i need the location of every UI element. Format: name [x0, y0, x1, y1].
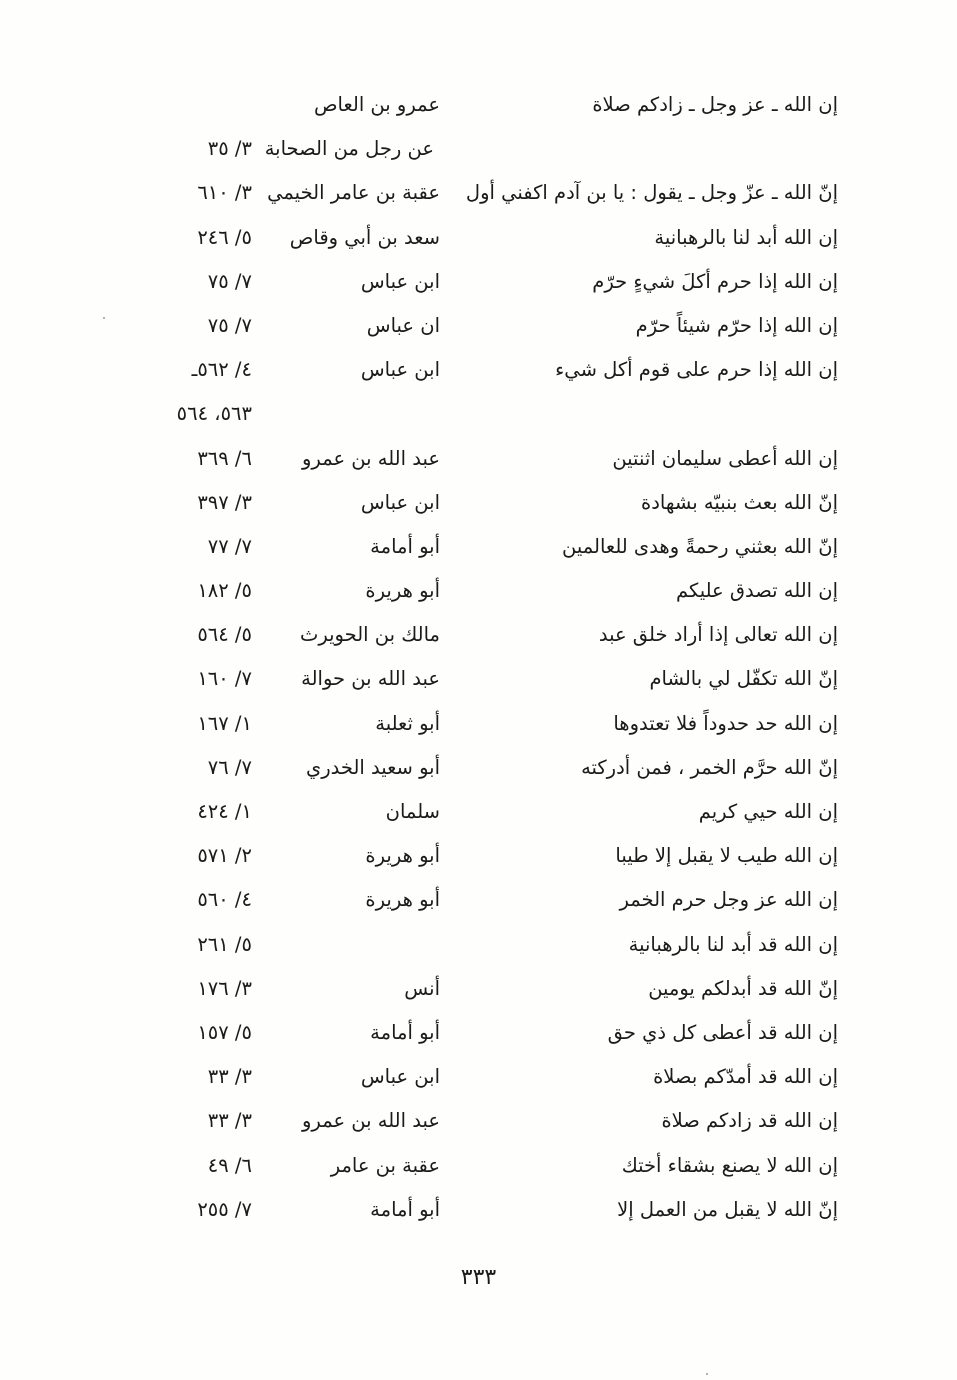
- reference: ٣/ ٣٣: [207, 1065, 252, 1089]
- hadith-text: إن الله أعطى سليمان اثنتين: [612, 446, 838, 470]
- reference: ٧/ ٧٥: [207, 313, 252, 337]
- index-entry: [0, 260, 957, 304]
- reference: ٥/ ١٥٧: [197, 1020, 252, 1044]
- narrator: أبو هريرة: [365, 579, 440, 603]
- index-entry: [0, 967, 957, 1011]
- page-number: ٣٣٣: [460, 1265, 497, 1290]
- reference: ٥٦٣، ٥٦٤: [176, 402, 252, 426]
- narrator: أبو هريرة: [365, 844, 440, 868]
- reference: ٧/ ٧٧: [207, 534, 252, 558]
- hadith-text: إن الله قد زادكم صلاة: [661, 1109, 838, 1133]
- index-entry: [0, 1144, 957, 1188]
- hadith-text: إن الله حيي كريم: [698, 800, 838, 823]
- narrator: عقبة بن عامر الخيمي: [267, 181, 440, 205]
- index-entry: [0, 702, 957, 746]
- hadith-text: إن الله إذا حرم أكلَ شيءٍ حرّم: [592, 269, 838, 293]
- narrator: أبو سعيد الخدري: [305, 755, 440, 779]
- narrator: أبو أمامة: [370, 1020, 440, 1044]
- hadith-text: إن الله عز وجل حرم الخمر: [619, 888, 838, 912]
- reference: ٧/ ٧٥: [207, 269, 252, 293]
- reference: ١/ ٤٢٤: [197, 800, 252, 823]
- reference: ٤/ ٥٦٢ـ: [191, 358, 252, 382]
- narrator: ابن عباس: [360, 490, 440, 514]
- index-entry: [0, 834, 957, 878]
- index-entry: [0, 481, 957, 525]
- narrator: ابن عباس: [360, 269, 440, 293]
- hadith-text: إن الله لا يصنع بشقاء أختك: [621, 1153, 838, 1177]
- narrator: عمرو بن العاص: [313, 93, 440, 116]
- narrator: ابن عباس: [360, 1065, 440, 1089]
- hadith-text: إنّ الله حرَّم الخمر ، فمن أدركته: [581, 755, 838, 779]
- reference: ٥/ ٢٤٦: [197, 225, 252, 249]
- hadith-text: إنّ الله قد أبدلكم يومين: [648, 976, 838, 1000]
- hadith-text: إن الله حد حدوداً فلا تعتدوها: [613, 711, 838, 735]
- hadith-text: إنّ الله ـ عزّ وجل ـ يقول : يا بن آدم اكفني أول: [465, 181, 838, 205]
- scan-speck: [706, 1373, 708, 1375]
- reference: ٢/ ٥٧١: [197, 844, 252, 868]
- index-entry: [0, 216, 957, 260]
- reference: ١/ ١٦٧: [197, 711, 252, 735]
- hadith-text: إن الله ـ عز وجل ـ زادكم صلاة: [592, 93, 838, 116]
- reference: ٧/ ٢٥٥: [197, 1197, 252, 1221]
- index-entry: [0, 657, 957, 701]
- narrator: عقبة بن عامر: [330, 1153, 440, 1177]
- narrator: سعد بن أبي وقاص: [289, 225, 440, 249]
- hadith-text: إنّ الله بعثني رحمةً وهدى للعالمين: [562, 534, 838, 558]
- index-entry: [0, 171, 957, 215]
- narrator: أبو أمامة: [370, 1197, 440, 1221]
- reference: ٣/ ٦١٠: [197, 181, 252, 205]
- hadith-text: إن الله طيب لا يقبل إلا طيبا: [615, 844, 838, 868]
- index-entry-continuation: [0, 392, 957, 436]
- index-entry-continuation: [0, 127, 957, 171]
- narrator: عبد الله بن عمرو: [302, 1109, 440, 1133]
- index-entry: [0, 613, 957, 657]
- index-entry: [0, 878, 957, 922]
- hadith-text: إن الله تصدق عليكم: [675, 579, 838, 603]
- index-entry: [0, 923, 957, 967]
- index-entry: [0, 348, 957, 392]
- narrator: عبد الله بن حوالة: [301, 667, 440, 691]
- reference: ٦/ ٤٩: [207, 1153, 252, 1177]
- narrator: أبو هريرة: [365, 888, 440, 912]
- index-entry: [0, 746, 957, 790]
- narrator: سلمان: [385, 800, 440, 823]
- hadith-text: إن الله إذا حرّم شيئاً حرّم: [635, 313, 838, 337]
- reference: ٥/ ٢٦١: [197, 932, 252, 956]
- hadith-text: إن الله قد أعطى كل ذي حق: [607, 1020, 838, 1044]
- reference: ٣/ ١٧٦: [197, 976, 252, 1000]
- hadith-text: إنّ الله تكفّل لي بالشام: [649, 667, 838, 691]
- narrator: أبو أمامة: [370, 534, 440, 558]
- reference: ٣/ ٣٥: [207, 137, 252, 161]
- reference: ٣/ ٣٣: [207, 1109, 252, 1133]
- narrator: عن رجل من الصحابة: [264, 137, 434, 161]
- index-entry: [0, 1188, 957, 1232]
- hadith-text: إن الله أبد لنا بالرهبانية: [654, 225, 838, 249]
- index-entry: [0, 1099, 957, 1143]
- index-entry: [0, 1011, 957, 1055]
- reference: ٥/ ١٨٢: [197, 579, 252, 603]
- index-list: [0, 83, 957, 1232]
- index-entry: [0, 569, 957, 613]
- narrator: أنس: [404, 976, 440, 1000]
- reference: ٤/ ٥٦٠: [197, 888, 252, 912]
- scan-speck: [103, 317, 105, 319]
- narrator: ابن عباس: [360, 358, 440, 382]
- index-entry: [0, 790, 957, 834]
- hadith-text: إنّ الله بعث بنبيّه بشهادة: [641, 490, 838, 514]
- hadith-text: إن الله قد أمدّكم بصلاة: [653, 1065, 838, 1089]
- hadith-text: إن الله إذا حرم على قوم أكل شيء: [555, 358, 838, 382]
- index-entry: [0, 525, 957, 569]
- narrator: أبو ثعلبة: [375, 711, 440, 735]
- reference: ٧/ ١٦٠: [197, 667, 252, 691]
- narrator: مالك بن الحويرث: [300, 623, 440, 647]
- index-entry: [0, 1055, 957, 1099]
- index-entry: [0, 304, 957, 348]
- reference: ٥/ ٥٦٤: [197, 623, 252, 647]
- reference: ٣/ ٣٩٧: [197, 490, 252, 514]
- reference: ٧/ ٧٦: [207, 755, 252, 779]
- reference: ٦/ ٣٦٩: [197, 446, 252, 470]
- index-entry: [0, 437, 957, 481]
- narrator: عبد الله بن عمرو: [302, 446, 440, 470]
- index-entry: [0, 83, 957, 127]
- hadith-text: إن الله تعالى إذا أراد خلق عبد: [598, 623, 838, 647]
- hadith-text: إن الله قد أبد لنا بالرهبانية: [628, 932, 838, 956]
- hadith-text: إنّ الله لا يقبل من العمل إلا: [617, 1197, 838, 1221]
- narrator: ان عباس: [366, 313, 440, 337]
